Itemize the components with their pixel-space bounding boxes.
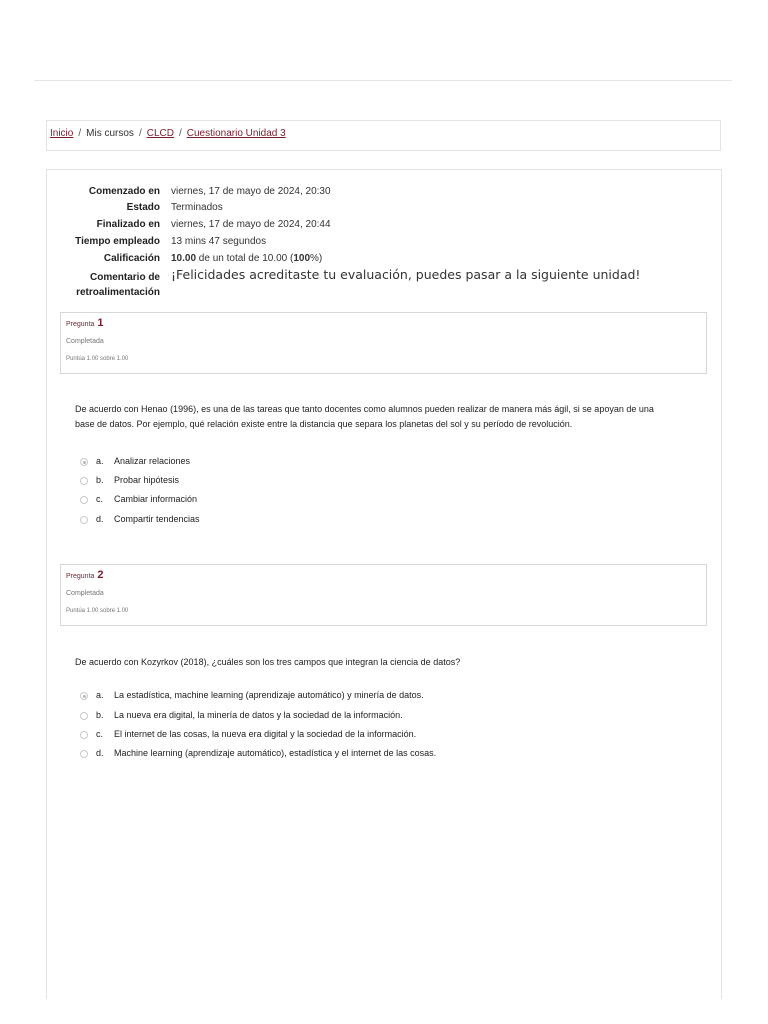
answer-letter: d.	[96, 514, 104, 524]
grade-label: Calificación	[103, 253, 160, 264]
radio-icon[interactable]	[80, 496, 88, 504]
feedback-label-line1: Comentario de	[89, 272, 160, 283]
finished-label: Finalizado en	[96, 219, 160, 230]
feedback-label	[60, 270, 160, 300]
grade-percent-suffix: %)	[310, 253, 323, 264]
grade-percent: 100	[293, 253, 311, 264]
answer-letter: a.	[96, 690, 104, 700]
breadcrumb-separator: /	[78, 128, 82, 139]
radio-icon[interactable]	[80, 516, 88, 524]
radio-selected-icon[interactable]	[80, 458, 88, 466]
question-1-text	[75, 402, 700, 432]
answer-text: Machine learning (aprendizaje automático), estadística y el internet de las cosas.	[114, 748, 437, 758]
radio-icon[interactable]	[80, 731, 88, 739]
started-label: Comenzado en	[88, 186, 160, 197]
question-2-grade: Puntúa 1.00 sobre 1.00	[66, 608, 129, 614]
question-1-text-line2: base de datos. Por ejemplo, qué relación existe entre la distancia que separa los planetas del sol y su período de revolución.	[75, 419, 573, 429]
answer-text: El internet de las cosas, la nueva era digital y la sociedad de la información.	[114, 729, 417, 739]
radio-icon[interactable]	[80, 712, 88, 720]
started-value: viernes, 17 de mayo de 2024, 20:30	[171, 186, 331, 197]
question-1-text-line1: De acuerdo con Henao (1996), es una de las tareas que tanto docentes como alumnos pueden realizar de manera más ágil, si se apoyan de una	[75, 404, 654, 414]
breadcrumb-bar	[46, 120, 721, 151]
question-prefix: Pregunta	[66, 573, 95, 580]
answer-letter: c.	[96, 494, 104, 504]
question-number-value: 2	[97, 569, 104, 581]
feedback-label-line2: retroalimentación	[76, 287, 160, 298]
answer-letter: d.	[96, 748, 104, 758]
breadcrumb-quiz-link[interactable]: Cuestionario Unidad 3	[186, 128, 286, 139]
finished-value: viernes, 17 de mayo de 2024, 20:44	[171, 219, 331, 230]
state-value: Terminados	[171, 202, 223, 213]
breadcrumb-separator: /	[178, 128, 182, 139]
answer-text: Probar hipótesis	[114, 475, 180, 485]
question-2-text	[75, 655, 700, 670]
breadcrumb	[50, 128, 286, 139]
answer-letter: b.	[96, 710, 104, 720]
state-label: Estado	[126, 202, 160, 213]
feedback-value: ¡Felicidades acreditaste tu evaluación, puedes pasar a la siguiente unidad!	[171, 267, 641, 282]
radio-icon[interactable]	[80, 477, 88, 485]
question-2-number	[66, 569, 104, 581]
radio-icon[interactable]	[80, 750, 88, 758]
breadcrumb-home-link[interactable]: Inicio	[50, 128, 74, 139]
answer-letter: b.	[96, 475, 104, 485]
answer-text: Compartir tendencias	[114, 514, 200, 524]
question-1-grade: Puntúa 1.00 sobre 1.00	[66, 356, 129, 362]
breadcrumb-separator: /	[138, 128, 142, 139]
answer-letter: c.	[96, 729, 104, 739]
header-divider	[34, 80, 732, 81]
breadcrumb-course-link[interactable]: CLCD	[146, 128, 174, 139]
question-1-number	[66, 317, 104, 329]
question-2-text-line1: De acuerdo con Kozyrkov (2018), ¿cuáles son los tres campos que integran la ciencia de datos?	[75, 657, 461, 667]
grade-score: 10.00	[171, 253, 197, 264]
question-2-state: Completada	[66, 590, 104, 597]
breadcrumb-my-courses: Mis cursos	[86, 128, 134, 139]
time-label: Tiempo empleado	[75, 236, 160, 247]
answer-text: La nueva era digital, la minería de datos y la sociedad de la información.	[114, 710, 403, 720]
radio-selected-icon[interactable]	[80, 692, 88, 700]
answer-letter: a.	[96, 456, 104, 466]
time-value: 13 mins 47 segundos	[171, 236, 267, 247]
question-number-value: 1	[97, 317, 104, 329]
answer-text: La estadística, machine learning (aprendizaje automático) y minería de datos.	[114, 690, 424, 700]
grade-value	[171, 253, 322, 264]
answer-text: Analizar relaciones	[114, 456, 191, 466]
question-1-info-box	[60, 312, 707, 374]
question-1-state: Completada	[66, 338, 104, 345]
grade-total: de un total de 10.00 (	[196, 253, 294, 264]
answer-text: Cambiar información	[114, 494, 198, 504]
question-prefix: Pregunta	[66, 321, 95, 328]
question-2-info-box	[60, 564, 707, 626]
